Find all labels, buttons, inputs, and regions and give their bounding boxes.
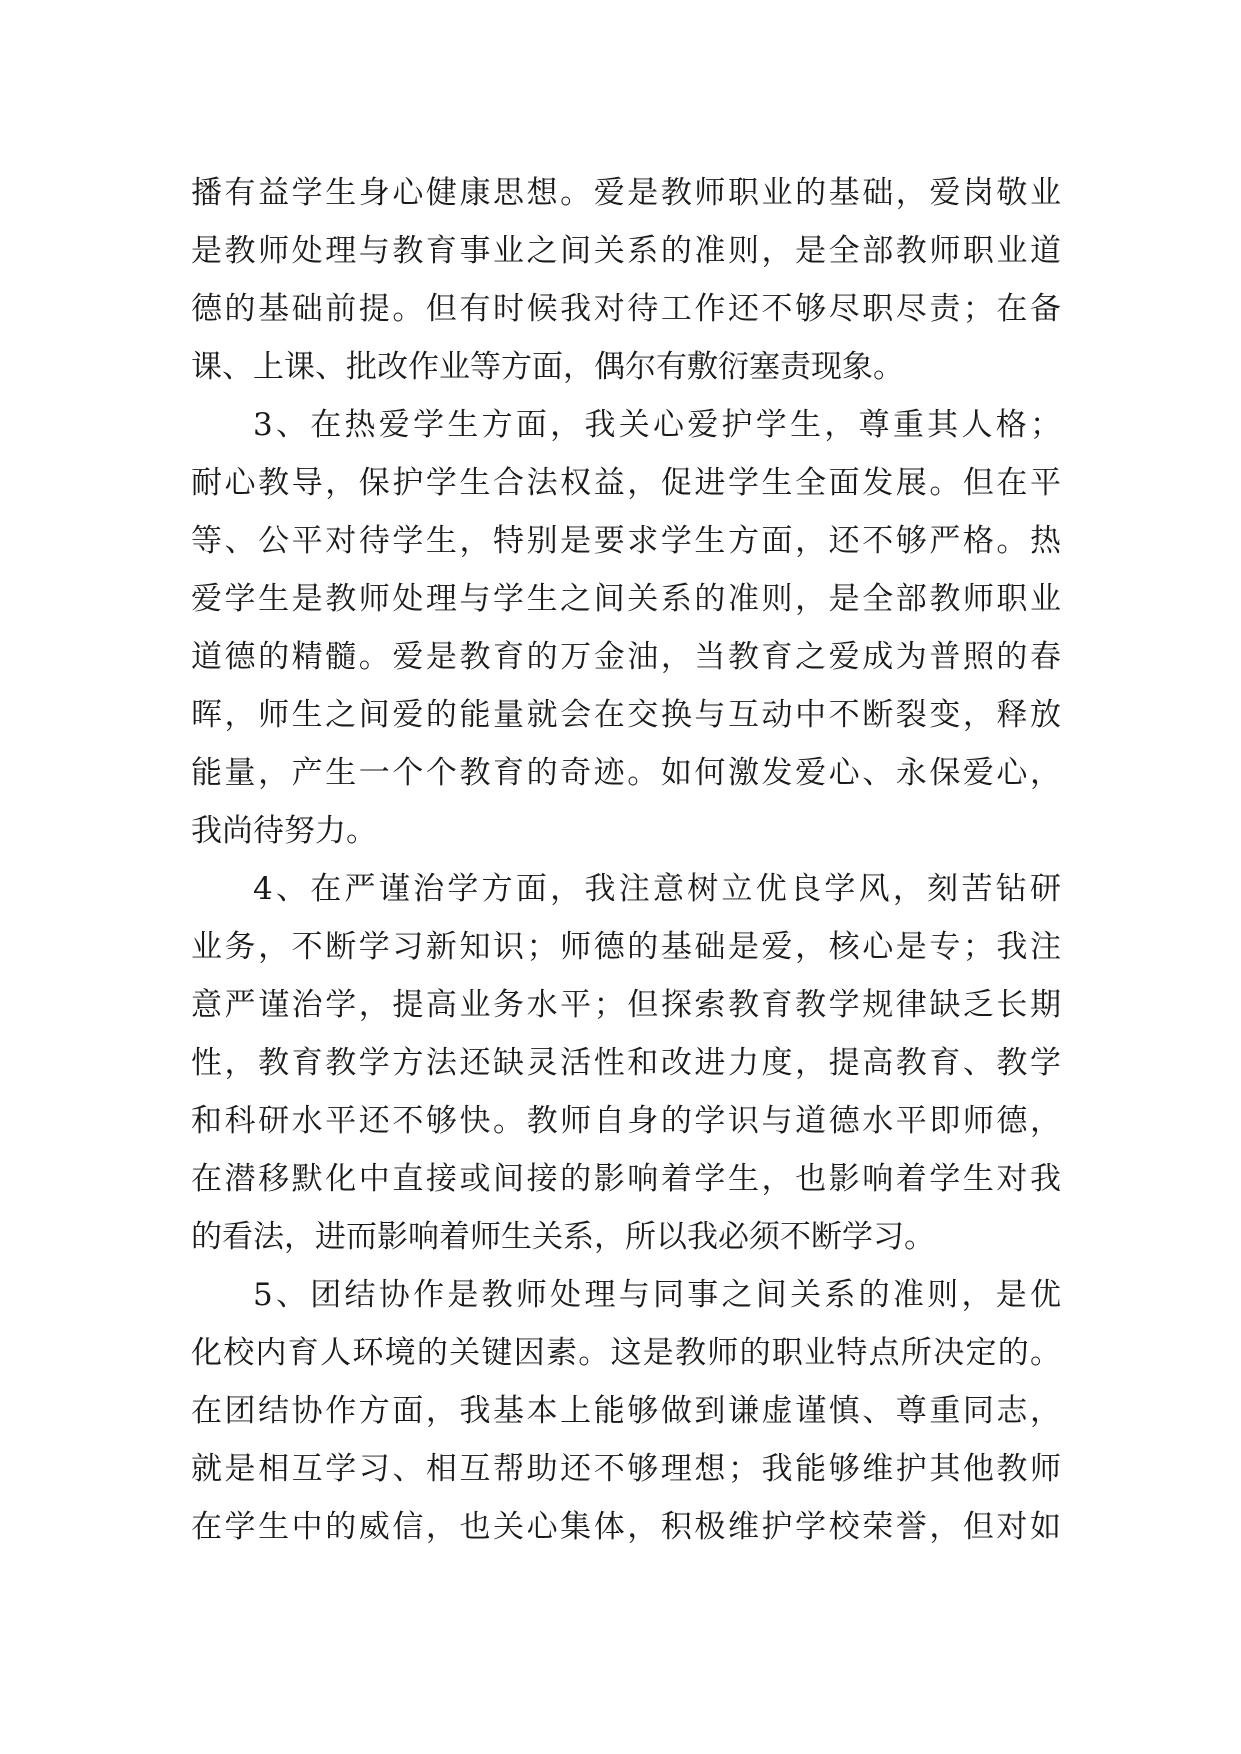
text-line: 在团结协作方面，我基本上能够做到谦虚谨慎、尊重同志，	[191, 1393, 1061, 1429]
paragraph-start-line: 5、团结协作是教师处理与同事之间关系的准则，是优	[253, 1277, 1061, 1313]
text-line: 性，教育教学方法还缺灵活性和改进力度，提高教育、教学	[191, 1045, 1061, 1081]
text-line: 播有益学生身心健康思想。爱是教师职业的基础，爱岗敬业	[191, 175, 1061, 211]
text-line: 晖，师生之间爱的能量就会在交换与互动中不断裂变，释放	[191, 697, 1061, 733]
text-line: 爱学生是教师处理与学生之间关系的准则，是全部教师职业	[191, 581, 1061, 617]
text-line: 能量，产生一个个教育的奇迹。如何激发爱心、永保爱心，	[191, 755, 1061, 791]
text-line: 化校内育人环境的关键因素。这是教师的职业特点所决定的。	[191, 1335, 1061, 1371]
text-line: 业务，不断学习新知识；师德的基础是爱，核心是专；我注	[191, 929, 1061, 965]
text-line: 在学生中的威信，也关心集体，积极维护学校荣誉，但对如	[191, 1509, 1061, 1545]
text-line: 耐心教导，保护学生合法权益，促进学生全面发展。但在平	[191, 465, 1061, 501]
text-line: 的看法，进而影响着师生关系，所以我必须不断学习。	[191, 1219, 935, 1255]
text-line: 道德的精髓。爱是教育的万金油，当教育之爱成为普照的春	[191, 639, 1061, 675]
text-line: 等、公平对待学生，特别是要求学生方面，还不够严格。热	[191, 523, 1061, 559]
text-line: 就是相互学习、相互帮助还不够理想；我能够维护其他教师	[191, 1451, 1061, 1487]
paragraph-start-line: 4、在严谨治学方面，我注意树立优良学风，刻苦钻研	[253, 871, 1061, 907]
paragraph-start-line: 3、在热爱学生方面，我关心爱护学生，尊重其人格；	[253, 407, 1061, 443]
text-line: 在潜移默化中直接或间接的影响着学生，也影响着学生对我	[191, 1161, 1061, 1197]
text-line: 和科研水平还不够快。教师自身的学识与道德水平即师德，	[191, 1103, 1061, 1139]
text-line: 我尚待努力。	[191, 813, 377, 849]
text-line: 课、上课、批改作业等方面，偶尔有敷衍塞责现象。	[191, 349, 904, 385]
text-line: 意严谨治学，提高业务水平；但探索教育教学规律缺乏长期	[191, 987, 1061, 1023]
text-line: 德的基础前提。但有时候我对待工作还不够尽职尽责；在备	[191, 291, 1061, 327]
text-line: 是教师处理与教育事业之间关系的准则，是全部教师职业道	[191, 233, 1061, 269]
